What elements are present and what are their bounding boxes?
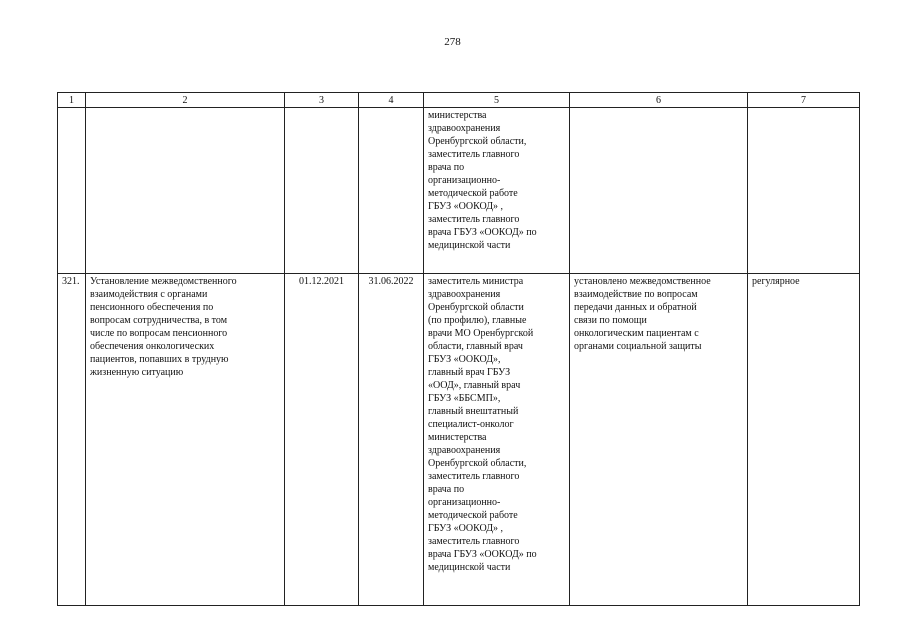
cell-measure: Установление межведомственного взаимодействия с органами пенсионного обеспечения по вопросам сотрудничества, в том числе по вопросам пенсионного обеспечения онкологических пациентов, попавших в трудную жизненную ситуацию: [86, 274, 285, 606]
table-row-continuation: [58, 108, 860, 274]
table-row-321: [58, 274, 860, 606]
cell-empty: [285, 108, 359, 274]
header-col-4: 4: [359, 93, 424, 108]
header-row: [58, 93, 860, 108]
header-col-3: 3: [285, 93, 359, 108]
header-col-7: 7: [748, 93, 860, 108]
cell-result: установлено межведомственное взаимодействие по вопросам передачи данных и обратной связи по помощи онкологическим пациентам с органами социальной защиты: [570, 274, 748, 606]
cell-row-number: 321.: [58, 274, 86, 606]
cell-responsible-continuation: министерства здравоохранения Оренбургской области, заместитель главного врача по организационно- методической работе ГБУЗ «ООКОД» , заместитель главного врача ГБУЗ «ООКОД» по медицинской части: [424, 108, 570, 274]
cell-empty: [570, 108, 748, 274]
header-col-6: 6: [570, 93, 748, 108]
cell-empty: [86, 108, 285, 274]
cell-empty: [58, 108, 86, 274]
cell-start-date: 01.12.2021: [285, 274, 359, 606]
cell-periodicity: регулярное: [748, 274, 860, 606]
cell-empty: [748, 108, 860, 274]
header-col-2: 2: [86, 93, 285, 108]
cell-responsible: заместитель министра здравоохранения Оренбургской области (по профилю), главные врачи МО Оренбургской области, главный врач ГБУЗ «ООКОД», главный врач ГБУЗ «ООД», главный врач ГБУЗ «ББСМП», главный внештатный специалист-онколог министерства здравоохранения Оренбургской области, заместитель главного врача по организационно- методической работе ГБУЗ «ООКОД» , заместитель главного врача ГБУЗ «ООКОД» по медицинской части: [424, 274, 570, 606]
cell-empty: [359, 108, 424, 274]
cell-end-date: 31.06.2022: [359, 274, 424, 606]
header-col-1: 1: [58, 93, 86, 108]
page-number: 278: [444, 36, 461, 48]
header-col-5: 5: [424, 93, 570, 108]
measures-table: [57, 92, 860, 606]
